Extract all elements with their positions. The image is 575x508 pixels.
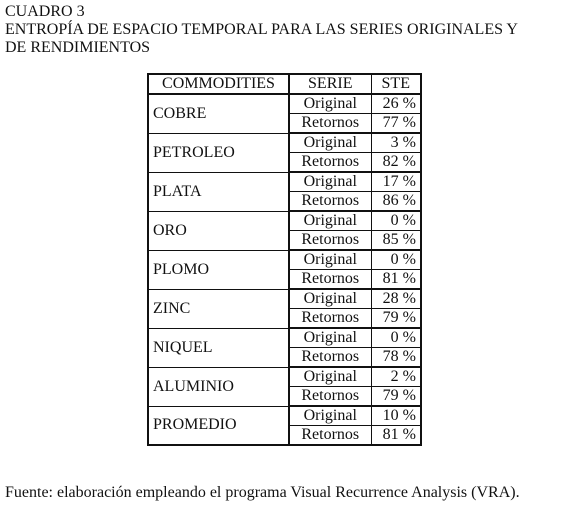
ste-original-cell: 17 % [371,172,421,192]
commodity-cell: NIQUEL [148,328,289,367]
commodity-cell: PROMEDIO [148,406,289,445]
header-commodities: COMMODITIES [148,74,289,94]
ste-original-cell: 10 % [371,406,421,426]
serie-original-cell: Original [289,367,371,387]
ste-retornos-cell: 79 % [371,387,421,407]
serie-original-cell: Original [289,328,371,348]
serie-retornos-cell: Retornos [289,387,371,407]
table-body [148,94,421,445]
source-note: Fuente: elaboración empleando el programa Visual Recurrence Analysis (VRA). [5,484,520,501]
serie-original-cell: Original [289,133,371,153]
header-serie: SERIE [289,74,371,94]
ste-original-cell: 0 % [371,250,421,270]
commodity-cell: COBRE [148,94,289,133]
serie-original-cell: Original [289,289,371,309]
ste-retornos-cell: 85 % [371,231,421,251]
table-row [148,172,421,192]
commodity-cell: ALUMINIO [148,367,289,406]
serie-original-cell: Original [289,250,371,270]
serie-retornos-cell: Retornos [289,426,371,446]
table-container [147,73,422,446]
serie-retornos-cell: Retornos [289,231,371,251]
commodity-cell: PLATA [148,172,289,211]
entropy-table [147,73,422,446]
caption-number: CUADRO 3 [5,3,85,20]
header-row [148,74,421,94]
table-caption [5,3,571,57]
ste-retornos-cell: 86 % [371,192,421,212]
table-row [148,94,421,114]
ste-retornos-cell: 81 % [371,426,421,446]
ste-original-cell: 0 % [371,211,421,231]
caption-title-line-2: DE RENDIMIENTOS [5,39,151,56]
ste-retornos-cell: 81 % [371,270,421,290]
serie-retornos-cell: Retornos [289,114,371,134]
commodity-cell: PLOMO [148,250,289,289]
ste-retornos-cell: 79 % [371,309,421,329]
commodity-cell: ORO [148,211,289,250]
serie-original-cell: Original [289,172,371,192]
table-row [148,211,421,231]
serie-original-cell: Original [289,406,371,426]
caption-title-line-1: ENTROPÍA DE ESPACIO TEMPORAL PARA LAS SERIES ORIGINALES Y [5,21,518,38]
ste-retornos-cell: 78 % [371,348,421,368]
ste-original-cell: 0 % [371,328,421,348]
table-row [148,328,421,348]
ste-retornos-cell: 77 % [371,114,421,134]
ste-original-cell: 2 % [371,367,421,387]
ste-original-cell: 3 % [371,133,421,153]
serie-retornos-cell: Retornos [289,348,371,368]
serie-original-cell: Original [289,94,371,114]
table-row [148,289,421,309]
table-row [148,133,421,153]
serie-retornos-cell: Retornos [289,192,371,212]
commodity-cell: PETROLEO [148,133,289,172]
ste-original-cell: 28 % [371,289,421,309]
table-row [148,406,421,426]
serie-original-cell: Original [289,211,371,231]
serie-retornos-cell: Retornos [289,270,371,290]
table-row [148,367,421,387]
table-row [148,250,421,270]
ste-retornos-cell: 82 % [371,153,421,173]
header-ste: STE [371,74,421,94]
commodity-cell: ZINC [148,289,289,328]
serie-retornos-cell: Retornos [289,153,371,173]
ste-original-cell: 26 % [371,94,421,114]
serie-retornos-cell: Retornos [289,309,371,329]
